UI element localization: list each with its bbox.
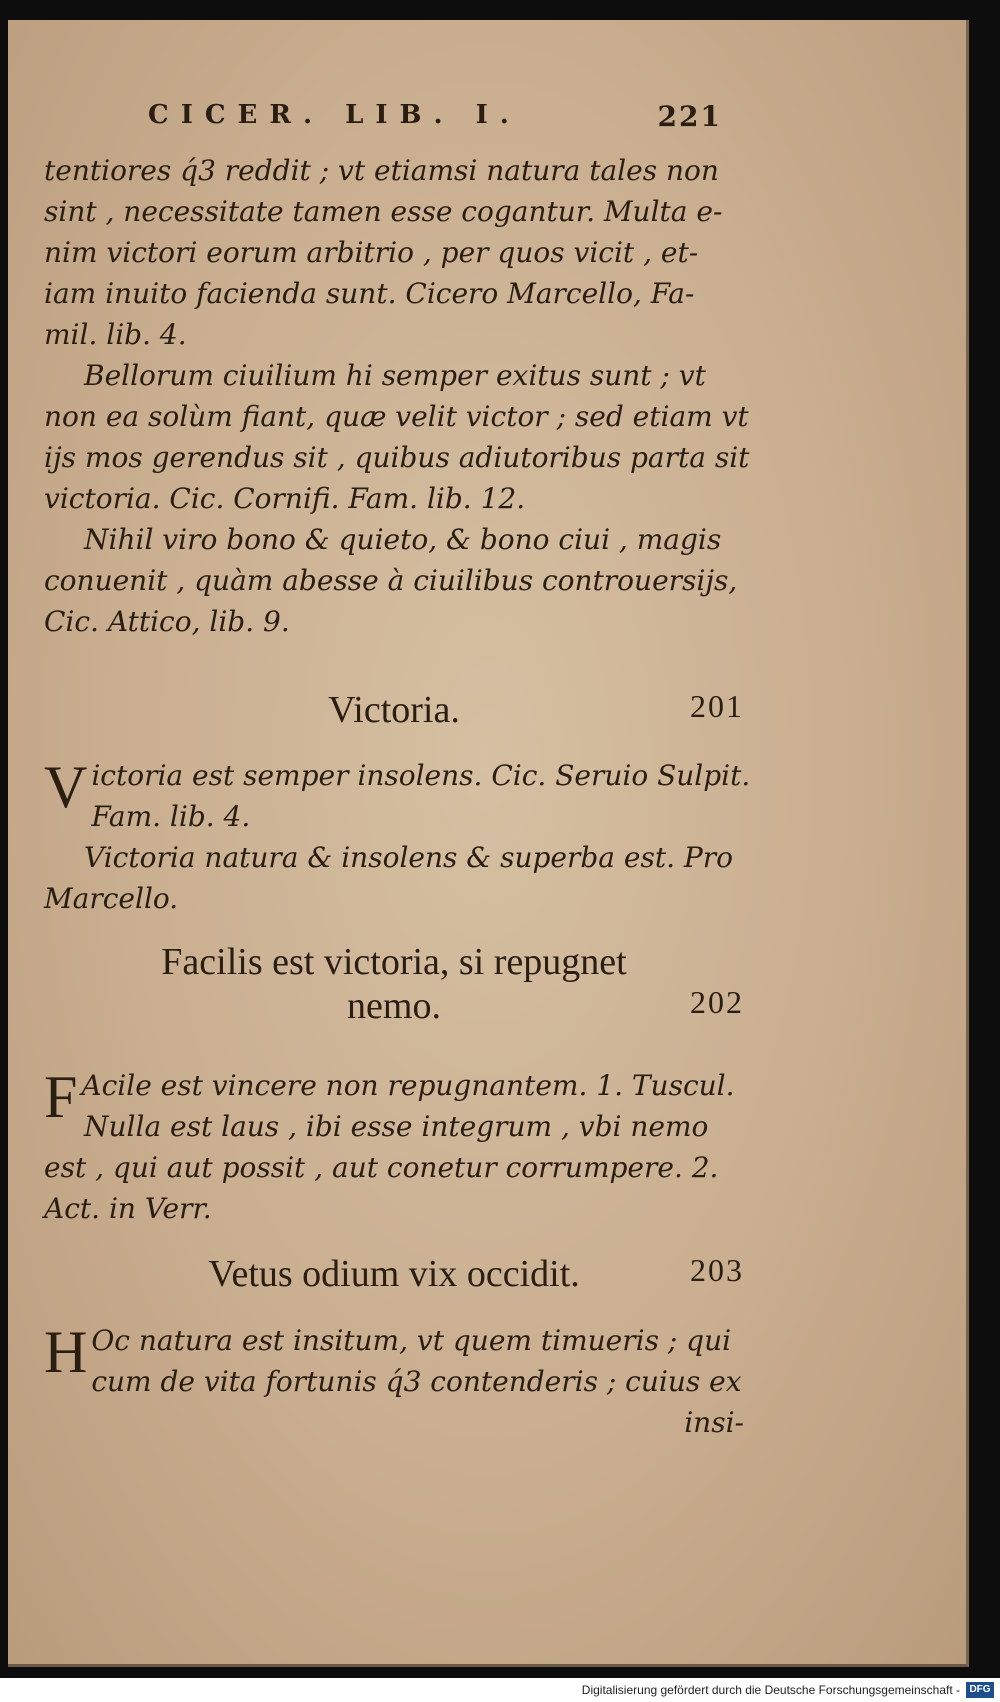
text-line: cum de vita fortunis q́3 contenderis ; cuius ex [91,1365,742,1398]
text-line: iam inuito facienda sunt. Cicero Marcello, Fa- [44,277,695,310]
text-line: Nulla est laus , ibi esse integrum , vbi nemo [84,1110,709,1143]
text-line: Acile est vincere non repugnantem. 1. Tuscul. [81,1069,735,1102]
dropcap: V [44,754,88,820]
digitization-footer [0,1678,1000,1702]
section-201-body [44,754,751,919]
running-title: CICER. LIB. I. [148,100,521,130]
text-line: tentiores q́3 reddit ; vt etiamsi natura tales non [44,154,719,187]
dfg-logo: DFG [966,1682,994,1698]
text-line: nim victori eorum arbitrio , per quos vicit , et- [44,236,699,269]
section-203-number: 203 [690,1252,744,1288]
catchword: insi- [684,1406,744,1439]
text-line: Marcello. [44,882,179,915]
dropcap: H [44,1319,88,1385]
footer-credit: Digitalisierung gefördert durch die Deutsche Forschungsgemeinschaft - [581,1683,960,1697]
section-201-heading [44,688,744,732]
text-line: Oc natura est insitum, vt quem timueris ; qui [91,1324,732,1357]
text-line: Victoria natura & insolens & superba est. Pro [84,841,733,874]
dropcap: F [44,1064,78,1130]
text-line: ictoria est semper insolens. Cic. Seruio Sulpit. [91,759,751,792]
text-line: Cic. Attico, lib. 9. [44,605,290,638]
section-202-title-line2: nemo. [347,985,441,1027]
continued-text [44,150,750,642]
section-201-title: Victoria. [328,689,460,731]
section-202-body [44,1065,744,1229]
text-line: mil. lib. 4. [44,318,187,351]
book-page [8,20,969,1667]
text-line: victoria. Cic. Cornifi. Fam. lib. 12. [44,482,526,515]
running-header [148,100,748,140]
page-number: 221 [657,100,722,133]
text-line: Fam. lib. 4. [91,800,251,833]
text-line: Act. in Verr. [44,1192,212,1225]
text-line: est , qui aut possit , aut conetur corrumpere. 2. [44,1151,719,1184]
section-203-heading [44,1252,744,1296]
section-201-number: 201 [690,688,744,724]
section-202-heading [44,940,744,1028]
section-202-title-line1: Facilis est victoria, si repugnet [161,941,627,983]
text-line: ijs mos gerendus sit , quibus adiutoribus parta sit [44,441,750,474]
section-203-title: Vetus odium vix occidit. [208,1253,580,1295]
text-line: conuenit , quàm abesse à ciuilibus controuersijs, [44,564,738,597]
text-line: Bellorum ciuilium hi semper exitus sunt ; vt [84,359,706,392]
text-line: Nihil viro bono & quieto, & bono ciui , magis [84,523,722,556]
section-203-body [44,1320,744,1443]
text-line: non ea solùm fiant, quæ velit victor ; sed etiam vt [44,400,749,433]
text-line: sint , necessitate tamen esse cogantur. Multa e- [44,195,723,228]
section-202-number: 202 [690,984,744,1020]
